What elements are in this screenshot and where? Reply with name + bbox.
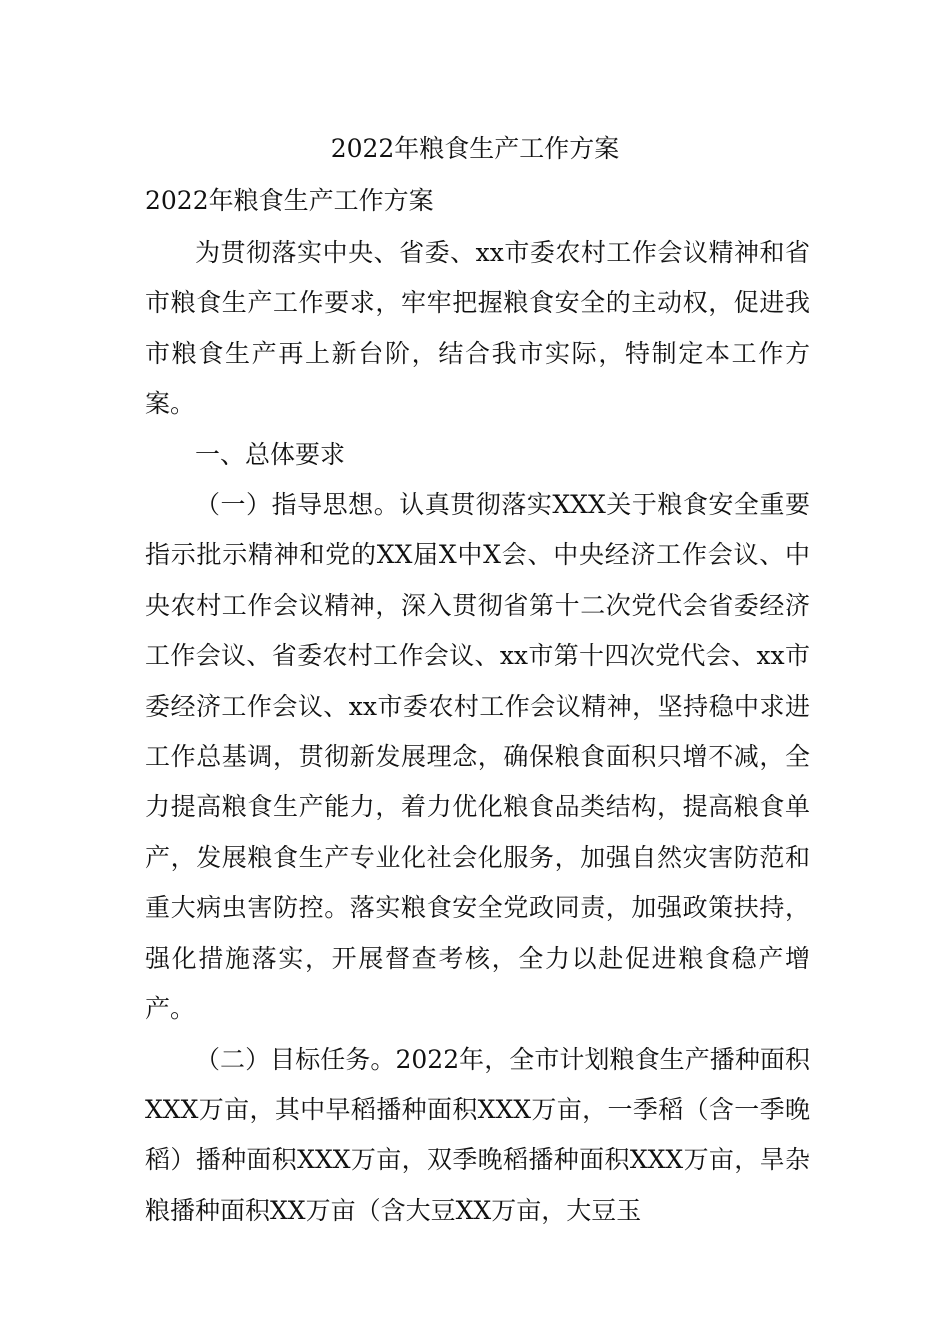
intro-paragraph: 为贯彻落实中央、省委、xx市委农村工作会议精神和省市粮食生产工作要求，牢牢把握粮食安全的主动权，促进我市粮食生产再上新台阶，结合我市实际，特制定本工作方案。 [145,238,810,419]
section-heading-general-requirements: 一、总体要求 [195,439,346,469]
target-tasks-paragraph: （二）目标任务。2022年，全市计划粮食生产播种面积XXX万亩，其中早稻播种面积XXX万亩，一季稻（含一季晚稻）播种面积XXX万亩，双季晚稻播种面积XXX万亩，旱杂粮播种面积XX万亩（含大豆XX万亩，大豆玉 [145,1044,810,1225]
guiding-ideology-paragraph: （一）指导思想。认真贯彻落实XXX关于粮食安全重要指示批示精神和党的XX届X中X会、中央经济工作会议、中央农村工作会议精神，深入贯彻省第十二次党代会省委经济工作会议、省委农村工作会议、xx市第十四次党代会、xx市委经济工作会议、xx市委农村工作会议精神，坚持稳中求进工作总基调，贯彻新发展理念，确保粮食面积只增不减，全力提高粮食生产能力，着力优化粮食品类结构，提高粮食单产，发展粮食生产专业化社会化服务，加强自然灾害防范和重大病虫害防控。落实粮食安全党政同责，加强政策扶持，强化措施落实，开展督查考核，全力以赴促进粮食稳产增产。 [145,490,810,1024]
document-body [145,228,810,1236]
document-subtitle: 2022年粮食生产工作方案 [145,186,434,215]
document-title: 2022年粮食生产工作方案 [330,134,620,163]
